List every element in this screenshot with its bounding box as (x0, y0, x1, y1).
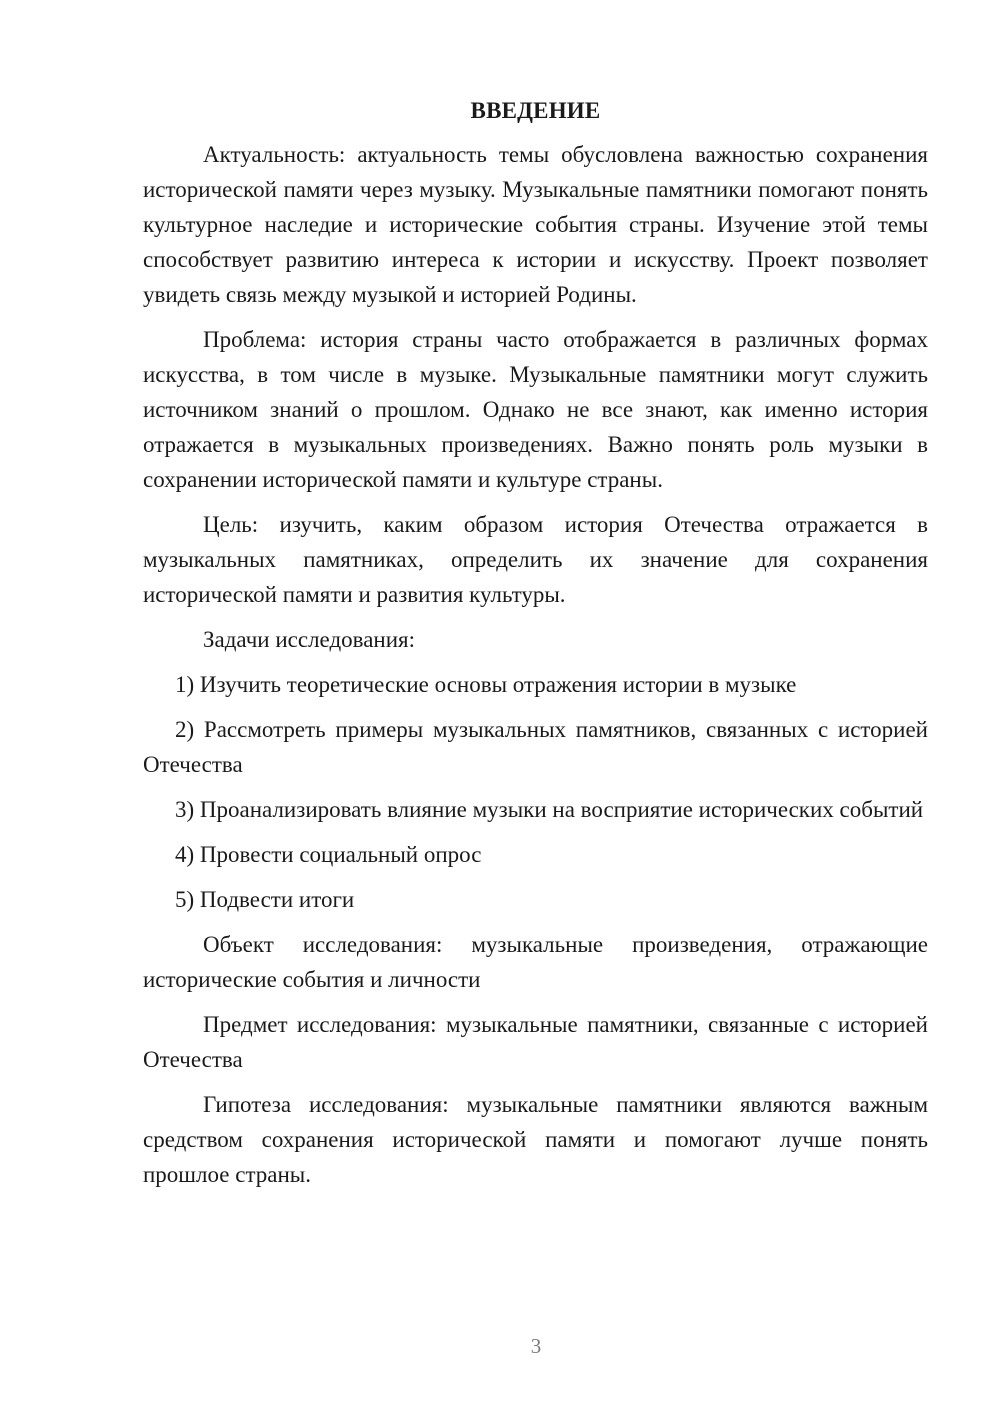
goal-paragraph: Цель: изучить, каким образом история Отечества отражается в музыкальных памятниках, определить их значение для сохранения исторической памяти и развития культуры. (143, 512, 928, 607)
task-item-3: 3) Проанализировать влияние музыки на восприятие исторических событий (175, 797, 924, 822)
problem-paragraph: Проблема: история страны часто отображается в различных формах искусства, в том числе в музыке. Музыкальные памятники могут служить источником знаний о прошлом. Однако не все знают, как именно история отражается в музыкальных произведениях. Важно понять роль музыки в сохранении исторической памяти и культуре страны. (143, 327, 928, 492)
page-number: 3 (530, 1334, 542, 1358)
task-item-1: 1) Изучить теоретические основы отражения истории в музыке (175, 672, 797, 697)
hypothesis-paragraph: Гипотеза исследования: музыкальные памятники являются важным средством сохранения исторической памяти и помогают лучше понять прошлое страны. (143, 1092, 928, 1187)
task-item-2: 2) Рассмотреть примеры музыкальных памятников, связанных с историей Отечества (143, 717, 928, 777)
object-paragraph: Объект исследования: музыкальные произведения, отражающие исторические события и личности (143, 932, 928, 992)
task-item-5: 5) Подвести итоги (175, 887, 355, 912)
page-content (143, 95, 928, 1202)
subject-paragraph: Предмет исследования: музыкальные памятники, связанные с историей Отечества (143, 1012, 928, 1072)
task-item-4: 4) Провести социальный опрос (175, 842, 482, 867)
tasks-label: Задачи исследования: (203, 627, 416, 652)
relevance-paragraph: Актуальность: актуальность темы обусловлена важностью сохранения исторической памяти через музыку. Музыкальные памятники помогают понять культурное наследие и исторические события страны. Изучение этой темы способствует развитию интереса к истории и искусству. Проект позволяет увидеть связь между музыкой и историей Родины. (143, 142, 928, 307)
section-title: ВВЕДЕНИЕ (470, 98, 601, 123)
